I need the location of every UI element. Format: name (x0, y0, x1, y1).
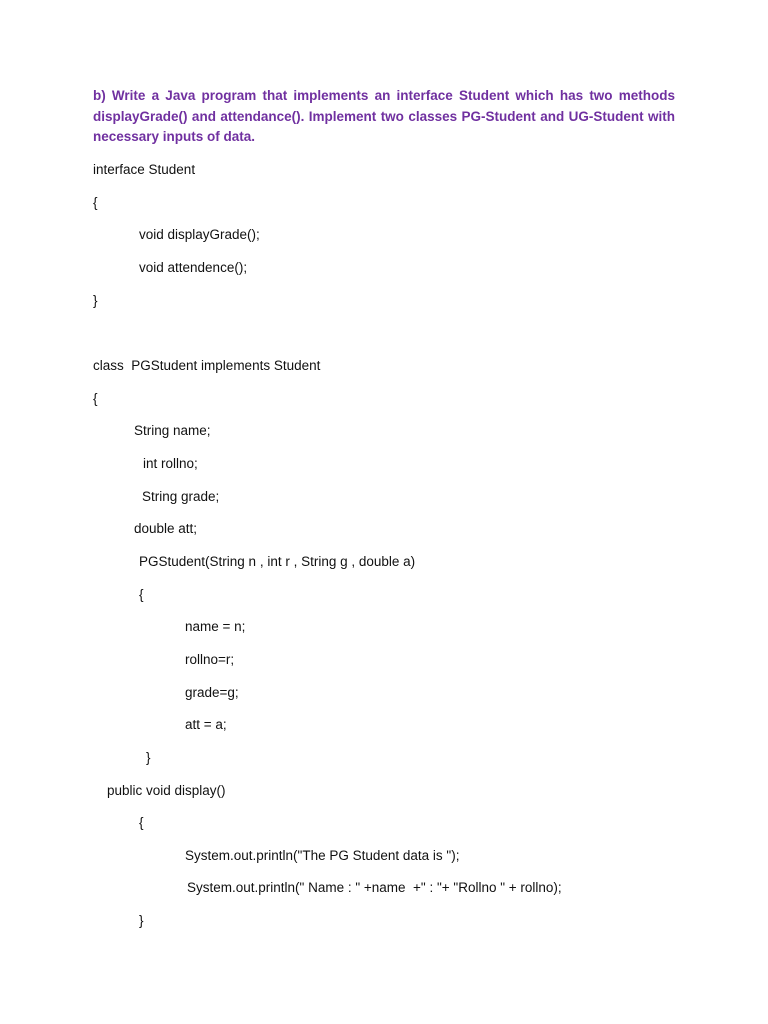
code-line: grade=g; (185, 685, 239, 700)
code-line: int rollno; (143, 456, 198, 471)
question-heading: b) Write a Java program that implements an interface Student which has two methods displayGrade() and attendance(). Implement two classes PG-Student and UG-Student with necessary inputs of data. (93, 88, 675, 144)
code-line: rollno=r; (185, 652, 235, 667)
code-line: } (139, 913, 144, 928)
code-line: { (93, 391, 98, 406)
code-line: void attendence(); (139, 260, 248, 275)
code-line: { (93, 195, 98, 210)
code-line: name = n; (185, 619, 246, 634)
code-line: System.out.println(" Name : " +name +" : "+ "Rollno " + rollno); (187, 880, 562, 895)
code-line: String name; (134, 423, 211, 438)
code-line: void displayGrade(); (139, 227, 260, 242)
code-line: } (146, 750, 151, 765)
code-line: public void display() (107, 783, 226, 798)
code-line: PGStudent(String n , int r , String g , double a) (139, 554, 416, 569)
code-line: { (139, 815, 144, 830)
code-line: class PGStudent implements Student (93, 358, 321, 373)
code-line: String grade; (142, 489, 220, 504)
code-line: } (93, 293, 98, 308)
code-line: double att; (134, 521, 198, 536)
code-line: interface Student (93, 162, 196, 177)
code-line: att = a; (185, 717, 227, 732)
code-line: { (139, 587, 144, 602)
code-line: System.out.println("The PG Student data is "); (185, 848, 460, 863)
